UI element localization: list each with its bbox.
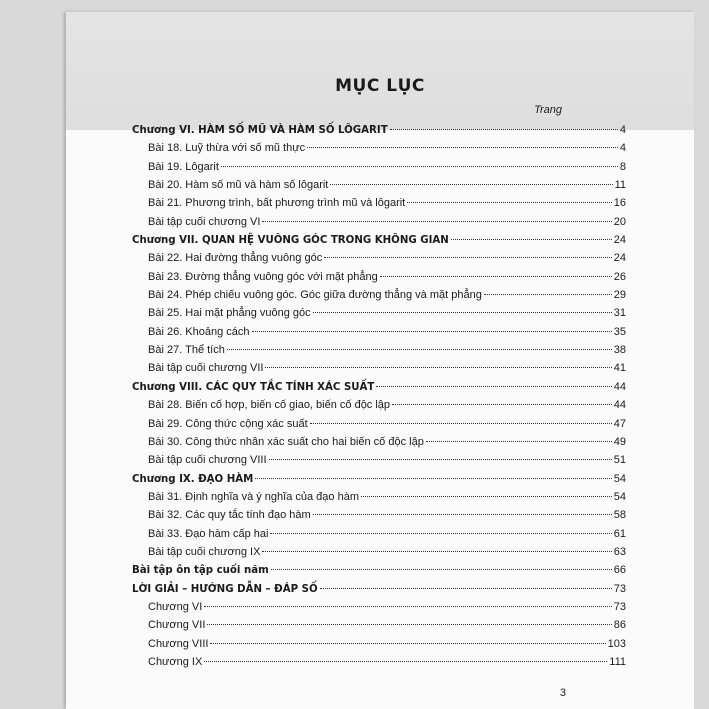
dot-leader (204, 606, 611, 607)
toc-entry (132, 418, 626, 436)
toc-entry (132, 142, 626, 160)
entry-title: Bài tập cuối chương VIII (148, 454, 267, 467)
entry-page: 44 (613, 399, 626, 412)
entry-title: Bài 27. Thể tích (148, 344, 225, 357)
entry-title: Bài tập cuối chương IX (148, 545, 261, 558)
entry-title: Chương VII (148, 619, 206, 632)
entry-title: Bài 21. Phương trình, bất phương trình mũ và lôgarit (148, 197, 406, 210)
dot-leader (262, 221, 611, 222)
entry-title: Bài 30. Công thức nhân xác suất cho hai biến cố độc lập (148, 435, 424, 448)
toc-chapter-entry (132, 473, 626, 491)
toc-entry (132, 546, 626, 564)
entry-page: 58 (613, 509, 626, 522)
dot-leader (210, 643, 605, 644)
dot-leader (307, 147, 618, 148)
entry-title: Bài 20. Hàm số mũ và hàm số lôgarit (148, 179, 329, 192)
entry-title: Bài 25. Hai mặt phẳng vuông góc (148, 307, 311, 320)
entry-page: 73 (613, 582, 626, 595)
entry-title: Chương VI (148, 600, 203, 613)
entry-page: 63 (613, 545, 626, 558)
toc-entry (132, 344, 626, 362)
entry-title: Bài 23. Đường thẳng vuông góc với mặt phẳng (148, 270, 378, 283)
toc-entry (132, 399, 626, 417)
entry-title: Bài tập cuối chương VI (148, 215, 261, 228)
toc-entry (132, 271, 626, 289)
dot-leader (361, 496, 612, 497)
toc-entry (132, 161, 626, 179)
page-title: MỤC LỤC (335, 76, 425, 96)
toc-chapter-entry (132, 583, 626, 601)
toc-entry (132, 454, 626, 472)
dot-leader (484, 294, 612, 295)
entry-page: 29 (613, 289, 626, 302)
entry-page: 35 (613, 325, 626, 338)
entry-page: 44 (613, 380, 626, 393)
dot-leader (324, 257, 612, 258)
entry-page: 51 (613, 454, 626, 467)
toc-entry (132, 619, 626, 637)
entry-page: 103 (607, 637, 626, 650)
entry-title: Bài tập ôn tập cuối năm (132, 565, 269, 577)
entry-title: Chương VIII (148, 637, 209, 650)
entry-title: Bài 29. Công thức cộng xác suất (148, 417, 308, 430)
header-band (66, 12, 694, 130)
entry-title: Chương IX. ĐẠO HÀM (132, 473, 254, 485)
toc-entry (132, 252, 626, 270)
toc-entry (132, 197, 626, 215)
toc-entry (132, 509, 626, 527)
entry-title: Bài 22. Hai đường thẳng vuông góc (148, 252, 323, 265)
toc-entry (132, 289, 626, 307)
entry-title: LỜI GIẢI – HƯỚNG DẪN – ĐÁP SỐ (132, 583, 318, 595)
entry-page: 20 (613, 215, 626, 228)
dot-leader (270, 533, 611, 534)
entry-page: 61 (613, 527, 626, 540)
entry-page: 24 (613, 252, 626, 265)
entry-title: Bài 28. Biến cố hợp, biến cố giao, biến cố độc lập (148, 399, 391, 412)
dot-leader (204, 661, 607, 662)
entry-title: Bài 33. Đạo hàm cấp hai (148, 527, 269, 540)
entry-page: 54 (613, 490, 626, 503)
dot-leader (269, 459, 612, 460)
dot-leader (330, 184, 612, 185)
dot-leader (313, 514, 612, 515)
toc-entry (132, 216, 626, 234)
dot-leader (451, 239, 612, 240)
dot-leader (376, 386, 611, 387)
dot-leader (207, 624, 611, 625)
toc-entry (132, 307, 626, 325)
toc-entry (132, 179, 626, 197)
entry-title: Chương VII. QUAN HỆ VUÔNG GÓC TRONG KHÔNG GIAN (132, 235, 449, 247)
entry-page: 54 (613, 472, 626, 485)
toc-entry (132, 491, 626, 509)
dot-leader (310, 423, 612, 424)
entry-title: Bài 31. Định nghĩa và ý nghĩa của đạo hàm (148, 490, 359, 503)
toc-entry (132, 436, 626, 454)
entry-page: 26 (613, 270, 626, 283)
dot-leader (407, 202, 612, 203)
page-number: 3 (559, 687, 566, 699)
toc-entry (132, 638, 626, 656)
dot-leader (313, 312, 612, 313)
entry-title: Chương IX (148, 655, 203, 668)
dot-leader (392, 404, 612, 405)
entry-page: 49 (613, 435, 626, 448)
dot-leader (262, 551, 611, 552)
entry-page: 111 (609, 655, 626, 668)
toc-entry (132, 656, 626, 674)
page-column-label: Trang (534, 104, 562, 116)
toc-chapter-entry (132, 234, 626, 252)
entry-page: 41 (613, 362, 626, 375)
entry-title: Bài 24. Phép chiếu vuông góc. Góc giữa đường thẳng và mặt phẳng (148, 289, 482, 302)
entry-page: 38 (613, 344, 626, 357)
entry-title: Bài 32. Các quy tắc tính đạo hàm (148, 509, 311, 522)
entry-title: Chương VIII. CÁC QUY TẮC TÍNH XÁC SUẤT (132, 381, 375, 393)
dot-leader (221, 166, 618, 167)
toc-entry (132, 601, 626, 619)
dot-leader (227, 349, 612, 350)
toc-entry (132, 362, 626, 380)
entry-page: 16 (613, 197, 626, 210)
entry-title: Bài 19. Lôgarit (148, 160, 219, 173)
toc-entry (132, 326, 626, 344)
entry-page: 73 (613, 600, 626, 613)
toc-chapter-entry (132, 124, 626, 142)
entry-page: 24 (613, 234, 626, 247)
toc-chapter-entry (132, 381, 626, 399)
entry-page: 8 (619, 160, 626, 173)
dot-leader (265, 367, 611, 368)
entry-title: Bài tập cuối chương VII (148, 362, 264, 375)
entry-page: 47 (613, 417, 626, 430)
dot-leader (271, 569, 612, 570)
entry-title: Chương VI. HÀM SỐ MŨ VÀ HÀM SỐ LÔGARIT (132, 125, 388, 136)
entry-title: Bài 26. Khoảng cách (148, 325, 250, 338)
entry-page: 31 (613, 307, 626, 320)
dot-leader (380, 276, 612, 277)
toc-chapter-entry (132, 564, 626, 582)
dot-leader (426, 441, 612, 442)
dot-leader (255, 478, 611, 479)
document-page (66, 12, 694, 709)
entry-page: 66 (613, 564, 626, 577)
entry-page: 4 (619, 124, 626, 136)
dot-leader (390, 129, 618, 130)
entry-page: 86 (613, 619, 626, 632)
entry-page: 11 (614, 179, 626, 192)
dot-leader (252, 331, 612, 332)
entry-page: 4 (619, 142, 626, 155)
dot-leader (320, 588, 612, 589)
toc-entry (132, 528, 626, 546)
entry-title: Bài 18. Luỹ thừa với số mũ thực (148, 142, 306, 155)
table-of-contents (132, 124, 626, 674)
